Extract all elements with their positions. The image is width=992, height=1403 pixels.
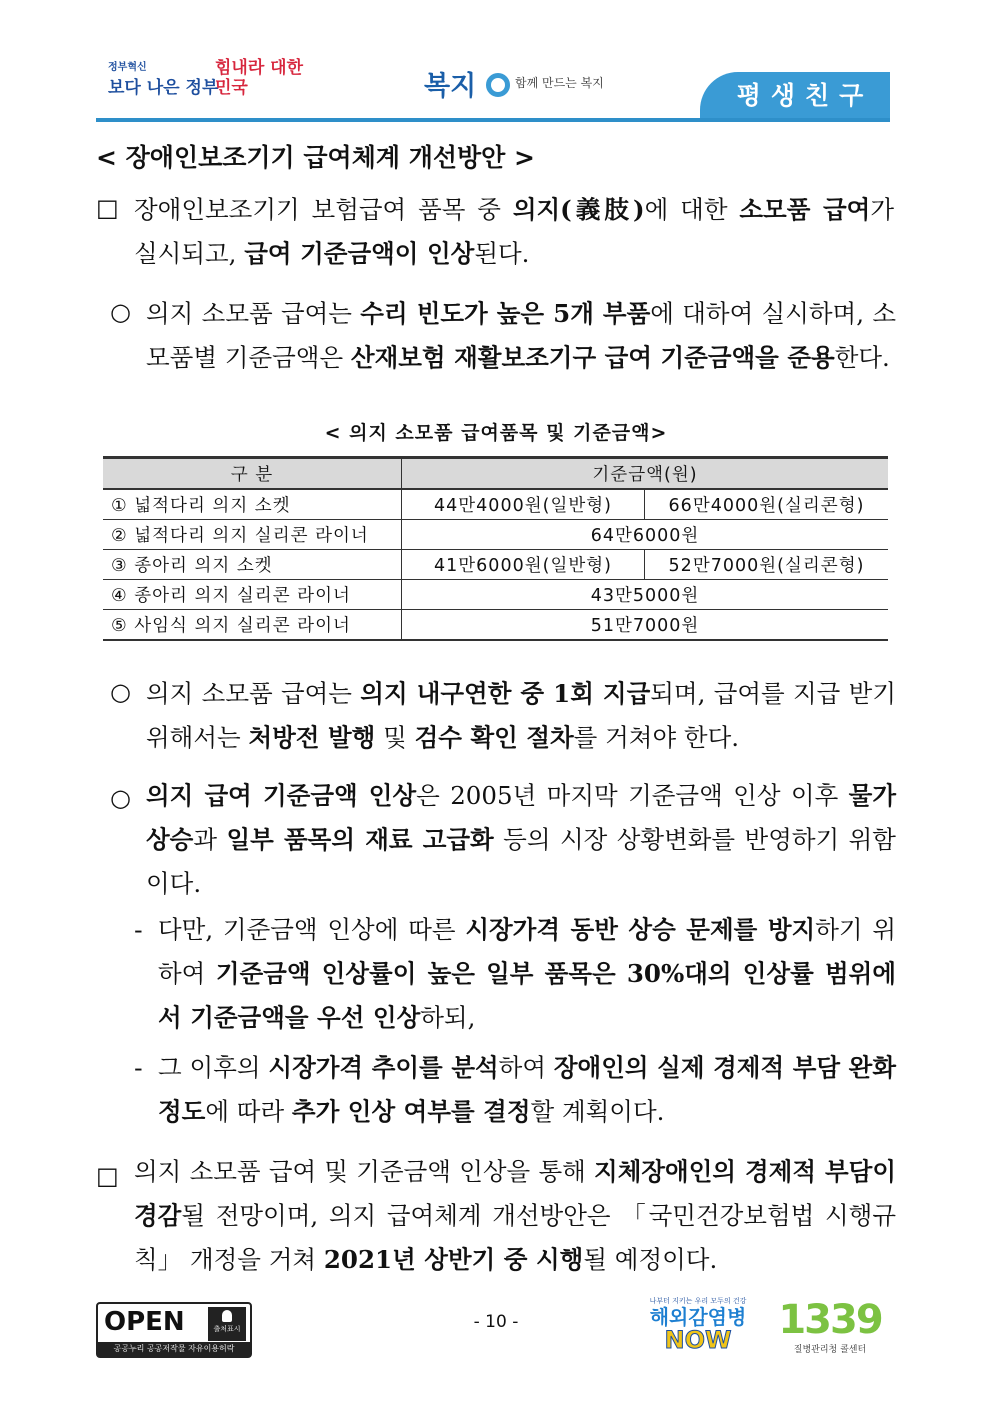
row-general: 41만6000원(일반형) (402, 550, 645, 580)
kdca-big-text: 해외감염병 (649, 1305, 747, 1329)
gov-small-text: 정부혁신 (108, 62, 147, 73)
paragraph-6: 그 이후의 시장가격 추이를 분석하여 장애인의 실제 경제적 부담 완화 정도에 따라 추가 인상 여부를 결정할 계획이다. (158, 1053, 897, 1126)
dash-bullet: - (134, 1054, 143, 1082)
paragraph-7: 의지 소모품 급여 및 기준금액 인상을 통해 지체장애인의 경제적 부담이 경감될 전망이며, 의지 급여체계 개선방안은 「국민건강보험법 시행규칙」 개정을 거쳐 2021년 상반기 중 시행될 예정이다. (134, 1157, 896, 1274)
row-item: ③ 종아리 의지 소켓 (103, 550, 402, 580)
bokji-circle-icon (486, 73, 510, 97)
row-item: ② 넓적다리 의지 실리콘 라이너 (103, 520, 402, 550)
dash-bullet: - (134, 916, 143, 944)
row-silicone: 66만4000원(실리콘형) (645, 489, 889, 520)
gov-innovation-logo (108, 58, 218, 98)
overseas-infection-logo (648, 1296, 748, 1352)
kdca-now-text: NOW (664, 1326, 732, 1354)
row-item: ① 넓적다리 의지 소켓 (103, 489, 402, 520)
slogan-logo: 힘내라 대한민국 (215, 58, 304, 98)
call-center-logo (770, 1298, 890, 1355)
page-title: < 장애인보조기기 급여체계 개선방안 > (96, 143, 535, 172)
benefit-table (103, 456, 888, 641)
gov-big-text: 보다 나은 정부 (108, 78, 219, 98)
bokji-logo-text: 복지 (424, 71, 477, 102)
row-item: ④ 종아리 의지 실리콘 라이너 (103, 580, 402, 610)
circle-bullet: ○ (110, 784, 131, 812)
paragraph-3: 의지 소모품 급여는 의지 내구연한 중 1회 지급되며, 급여를 지급 받기 위해서는 처방전 발행 및 검수 확인 절차를 거쳐야 한다. (146, 679, 896, 752)
bokji-logo (424, 64, 510, 103)
row-amount: 43만5000원 (402, 580, 889, 610)
header-amount: 기준금액(원) (402, 458, 889, 490)
table-row (103, 550, 888, 580)
paragraph-4: 의지 급여 기준금액 인상은 2005년 마지막 기준금액 인상 이후 물가 상승과 일부 품목의 재료 고급화 등의 시장 상황변화를 반영하기 위함이다. (146, 781, 896, 898)
call-number: 1339 (778, 1297, 882, 1343)
paragraph-2: 의지 소모품 급여는 수리 빈도가 높은 5개 부품에 대하여 실시하며, 소모품별 기준금액은 산재보험 재활보조기구 급여 기준금액을 준용한다. (146, 299, 896, 372)
row-item: ⑤ 사임식 의지 실리콘 라이너 (103, 610, 402, 641)
table-row (103, 580, 888, 610)
bokji-tagline: 함께 만드는 복지 (515, 76, 604, 90)
row-amount: 51만7000원 (402, 610, 889, 641)
table-row (103, 489, 888, 520)
circle-bullet: ○ (110, 678, 131, 706)
square-bullet: □ (96, 194, 119, 222)
table-row (103, 520, 888, 550)
header-tab: 평생친구 (700, 72, 890, 118)
row-silicone: 52만7000원(실리콘형) (645, 550, 889, 580)
row-amount: 64만6000원 (402, 520, 889, 550)
header-category: 구 분 (103, 458, 402, 490)
table-caption: < 의지 소모품 급여품목 및 기준금액> (324, 422, 668, 444)
square-bullet: □ (96, 1162, 119, 1190)
open-caption: 공공누리 공공저작물 자유이용허락 (98, 1342, 250, 1356)
open-sub-label: 출처표시 (213, 1325, 241, 1333)
table-header-row (103, 458, 888, 490)
paragraph-1: 장애인보조기기 보험급여 품목 중 의지(義肢)에 대한 소모품 급여가 실시되고, 급여 기준금액이 인상된다. (134, 195, 894, 268)
row-general: 44만4000원(일반형) (402, 489, 645, 520)
kdca-small-text: 나부터 지키는 우리 모두의 건강 (649, 1297, 747, 1305)
circle-bullet: ○ (110, 298, 131, 326)
table-row (103, 610, 888, 641)
header-rule (96, 118, 890, 122)
page-number: - 10 - (473, 1312, 519, 1332)
call-caption: 질병관리청 콜센터 (793, 1345, 867, 1355)
paragraph-5: 다만, 기준금액 인상에 따른 시장가격 동반 상승 문제를 방지하기 위하여 기준금액 인상률이 높은 일부 품목은 30%대의 인상률 범위에서 기준금액을 우선 인상하되, (158, 915, 897, 1032)
open-label: OPEN (104, 1307, 185, 1337)
